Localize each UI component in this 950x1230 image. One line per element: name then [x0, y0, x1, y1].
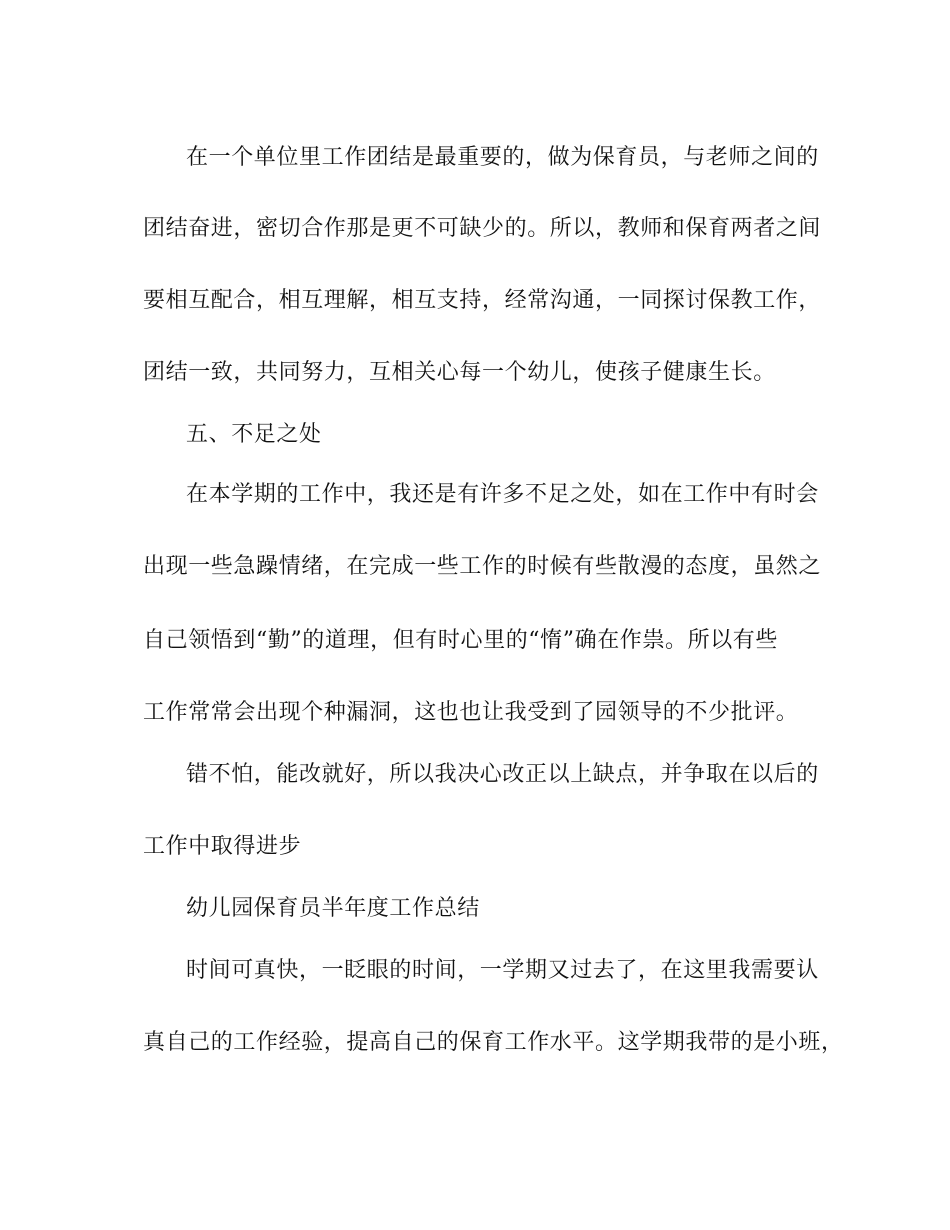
- paragraph-line: 真自己的工作经验，提高自己的保育工作水平。这学期我带的是小班，: [143, 1030, 844, 1055]
- paragraph-line: 团结奋进，密切合作那是更不可缺少的。所以，教师和保育两者之间: [143, 216, 822, 241]
- paragraph-line: 要相互配合，相互理解，相互支持，经常沟通，一同探讨保教工作，: [143, 288, 822, 313]
- paragraph-line: 出现一些急躁情绪，在完成一些工作的时候有些散漫的态度，虽然之: [143, 554, 822, 579]
- section-heading: 五、不足之处: [186, 422, 322, 447]
- paragraph-line: 时间可真快，一眨眼的时间，一学期又过去了，在这里我需要认: [186, 958, 819, 983]
- paragraph-line: 工作中取得进步: [143, 834, 302, 859]
- paragraph-line: 错不怕，能改就好，所以我决心改正以上缺点，并争取在以后的: [186, 762, 819, 787]
- paragraph-line: 在一个单位里工作团结是最重要的，做为保育员，与老师之间的: [186, 145, 819, 170]
- paragraph-line: 自己领悟到“勤”的道理，但有时心里的“惰”确在作祟。所以有些: [143, 628, 778, 653]
- document-title: 幼儿园保育员半年度工作总结: [186, 896, 480, 921]
- paragraph-line: 工作常常会出现个种漏洞，这也也让我受到了园领导的不少批评。: [143, 700, 799, 725]
- paragraph-line: 团结一致，共同努力，互相关心每一个幼儿，使孩子健康生长。: [143, 360, 776, 385]
- paragraph-line: 在本学期的工作中，我还是有许多不足之处，如在工作中有时会: [186, 482, 819, 507]
